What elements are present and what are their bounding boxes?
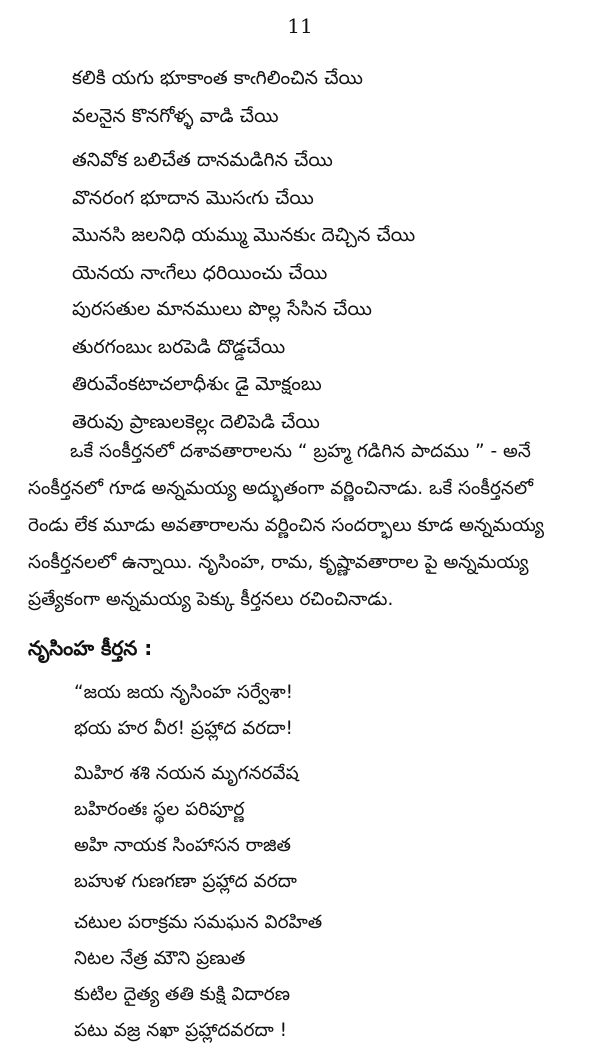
prose-line: రెండు లేక మూడు అవతారాలను వర్ణించిన సందర్భాలు కూడ అన్నమయ్య [28, 515, 545, 536]
section-heading: నృసింహ కీర్తన : [28, 636, 153, 660]
prose-paragraph [28, 433, 588, 618]
prose-line: సంకీర్తనలలో ఉన్నాయి. నృసింహ, రామ, కృష్ణావతారాల పై అన్నమయ్య [28, 552, 529, 573]
verse-stanza-2 [72, 142, 415, 292]
verse-line: అహి నాయక సింహాసన రాజిత [74, 835, 291, 856]
verse-line: వొనరంగ భూదాన మొసఁగు చేయి [72, 186, 314, 209]
prose-line: ఒకే సంకీర్తనలో దశావతారాలను “ బ్రహ్మ గడిగిన పాదము ” - అనే [70, 441, 531, 462]
verse-line: పటు వజ్ర నఖా ప్రహ్లాదవరదా ! [74, 1020, 288, 1041]
verse-line: బహుళ గుణగణా ప్రహ్లాద వరదా [74, 871, 297, 892]
page-number: 11 [287, 14, 313, 38]
verse-line: పురసతుల మానములు పొల్ల సేసిన చేయి [72, 298, 372, 320]
verse-line: కుటిల దైత్య తతి కుక్షి విదారణ [74, 984, 291, 1005]
kirtana-stanza-1 [74, 675, 293, 747]
verse-line: యెనయ నాఁగేలు ధరియించు చేయి [72, 261, 328, 284]
prose-line: ప్రత్యేకంగా అన్నమయ్య పెక్కు కీర్తనలు రచించినాడు. [28, 589, 394, 610]
verse-line: బహిరంతః స్థల పరిపూర్ణ [74, 799, 245, 820]
verse-line: వలనైన కొనగోళ్ళ వాడి చేయి [72, 104, 279, 127]
kirtana-stanza-2 [74, 756, 299, 900]
kirtana-stanza-3 [74, 905, 322, 1049]
verse-line: కలికి యగు భూకాంత కాఁగిలించిన చేయి [72, 67, 363, 89]
verse-line: తిరువేంకటాచలాధీశుఁ డై మోక్షంబు [72, 373, 322, 395]
verse-line: మొనసి జలనిధి యమ్ము మొనకుఁ దెచ్చిన చేయి [72, 224, 416, 246]
verse-line: తెరువు ప్రాణులకెల్లఁ దెలిపెడి చేయి [72, 410, 320, 433]
verse-line: తనివోక బలిచేత దానమడిగిన చేయి [72, 149, 333, 171]
verse-line: మిహిర శశి నయన మృగనరవేష [74, 763, 299, 784]
verse-stanza-3 [72, 291, 372, 441]
prose-line: సంకీర్తనలో గూడ అన్నమయ్య అద్భుతంగా వర్ణించినాడు. ఒకే సంకీర్తనలో [28, 478, 534, 499]
verse-line: భయ హర వీర! ప్రహ్లాద వరదా! [74, 718, 293, 739]
verse-line: తురగంబుఁ బరపెడి దొడ్డచేయి [72, 335, 286, 358]
verse-stanza-1 [72, 60, 363, 135]
verse-line: నిటల నేత్ర మౌని ప్రణుత [74, 948, 246, 969]
verse-line: చటుల పరాక్రమ సమఘన విరహిత [74, 912, 323, 933]
verse-line: “జయ జయ నృసింహ సర్వేశా! [74, 682, 294, 703]
